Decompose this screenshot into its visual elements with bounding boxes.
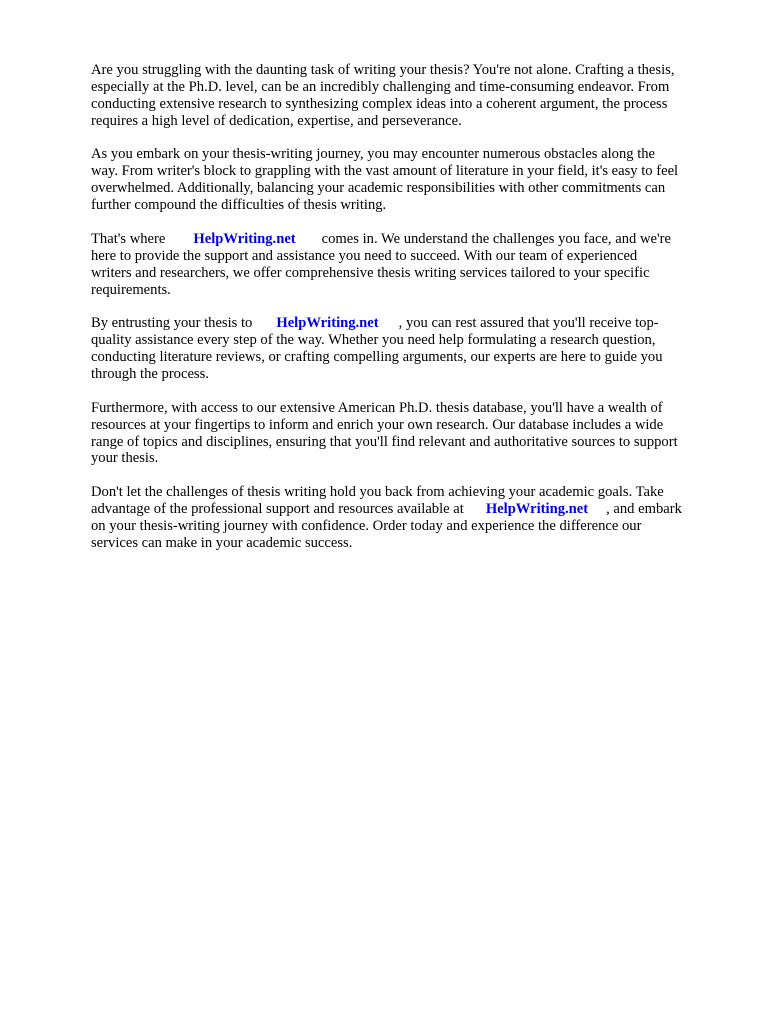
text-fragment: , you can rest assured that you'll receive top-: [398, 315, 659, 332]
paragraph-obstacles: [91, 146, 727, 214]
paragraph-database: [91, 400, 727, 468]
document-page: [91, 62, 727, 569]
text-line: your thesis.: [91, 450, 159, 467]
text-line: Don't let the challenges of thesis writing hold you back from achieving your academic goals. Take: [91, 484, 664, 501]
text-line: range of topics and disciplines, ensuring that you'll find relevant and authoritative sources to support: [91, 433, 678, 450]
text-line: conducting literature reviews, or crafting compelling arguments, our experts are here to guide you: [91, 349, 663, 366]
helpwriting-link-3[interactable]: HelpWriting.net: [485, 501, 589, 518]
helpwriting-link-2[interactable]: HelpWriting.net: [276, 315, 379, 332]
text-line: [91, 501, 727, 518]
text-fragment: advantage of the professional support and resources available at: [91, 501, 464, 518]
text-line: requires a high level of dedication, expertise, and perseverance.: [91, 112, 462, 129]
text-fragment: comes in. We understand the challenges you face, and we're: [321, 230, 671, 247]
text-line: resources at your fingertips to inform and enrich your own research. Our database includes a wide: [91, 416, 664, 433]
text-fragment: By entrusting your thesis to: [91, 315, 253, 332]
text-line: writers and researchers, we offer comprehensive thesis writing services tailored to your specific: [91, 264, 650, 281]
text-line: overwhelmed. Additionally, balancing your academic responsibilities with other commitments can: [91, 180, 666, 197]
helpwriting-link-1[interactable]: HelpWriting.net: [193, 230, 296, 247]
text-line: requirements.: [91, 281, 171, 298]
text-line: on your thesis-writing journey with confidence. Order today and experience the difference our: [91, 518, 642, 535]
text-line: way. From writer's block to grappling with the vast amount of literature in your field, it's easy to feel: [91, 163, 679, 180]
text-line: especially at the Ph.D. level, can be an incredibly challenging and time-consuming endeavor. From: [91, 78, 670, 95]
text-line: As you embark on your thesis-writing journey, you may encounter numerous obstacles along the: [91, 146, 656, 163]
text-line: conducting extensive research to synthesizing complex ideas into a coherent argument, the process: [91, 95, 668, 112]
text-line: here to provide the support and assistance you need to succeed. With our team of experienced: [91, 247, 638, 264]
text-fragment: , and embark: [606, 501, 682, 518]
text-line: quality assistance every step of the way. Whether you need help formulating a research question,: [91, 332, 656, 349]
text-line: Furthermore, with access to our extensive American Ph.D. thesis database, you'll have a wealth of: [91, 399, 663, 416]
paragraph-intro: [91, 62, 727, 130]
text-fragment: That's where: [91, 230, 166, 247]
text-line: [91, 231, 727, 248]
paragraph-thats-where: [91, 231, 727, 299]
text-line: services can make in your academic success.: [91, 534, 353, 551]
paragraph-entrusting: [91, 315, 727, 383]
text-line: through the process.: [91, 366, 209, 383]
paragraph-closing: [91, 484, 727, 552]
text-line: [91, 315, 727, 332]
text-line: further compound the difficulties of thesis writing.: [91, 197, 387, 214]
text-line: Are you struggling with the daunting task of writing your thesis? You're not alone. Crafting a thesis,: [91, 62, 675, 78]
